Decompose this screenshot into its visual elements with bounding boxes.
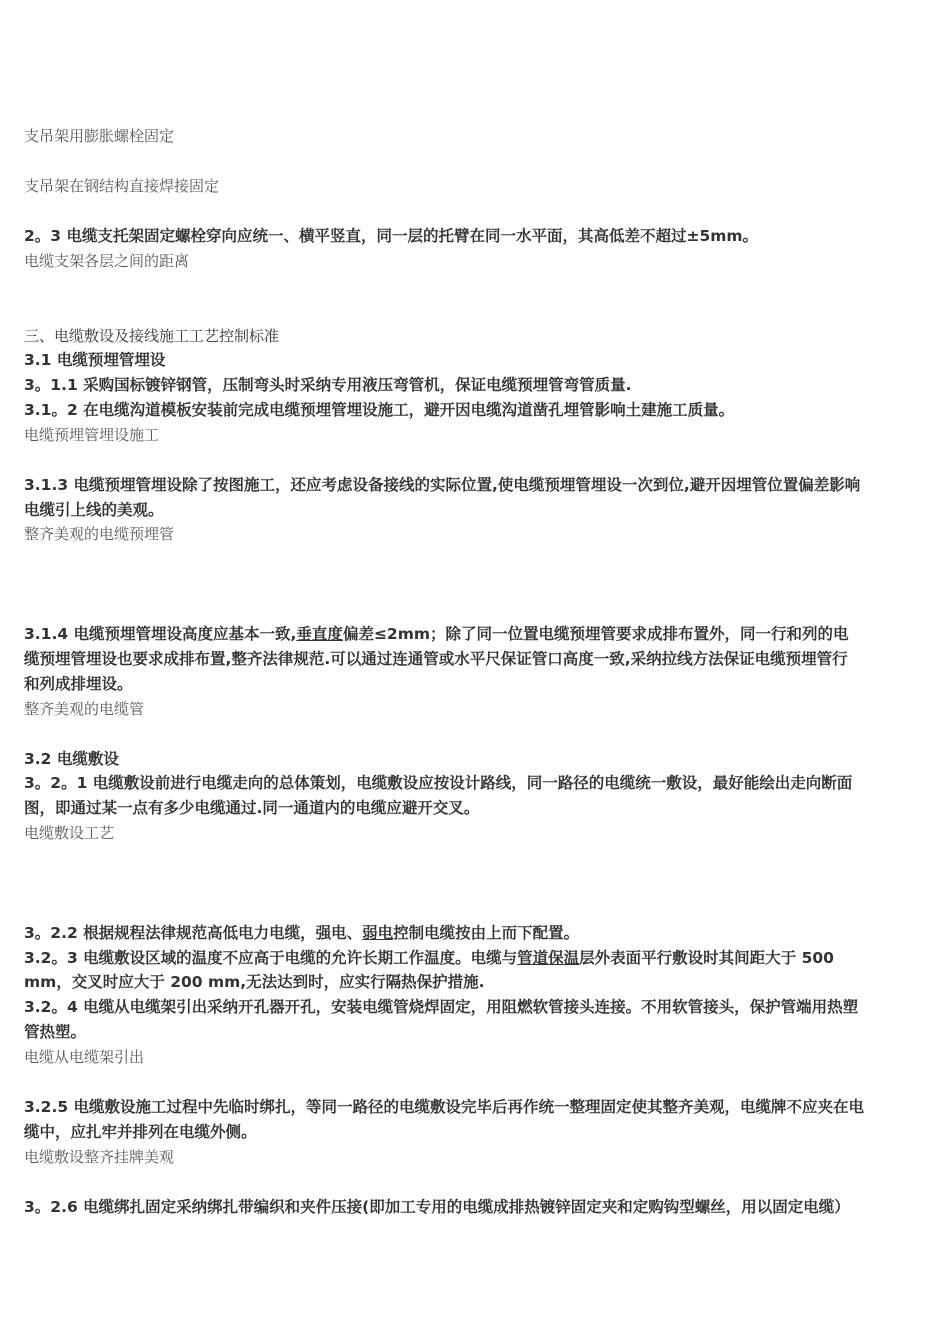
caption-expansion-bolt: 支吊架用膨胀螺栓固定: [24, 127, 175, 145]
paragraph-3-1-4-text-b: 偏差≤2mm；除了同一位置电缆预埋管要求成排布置外，同一行和列的电: [342, 625, 849, 643]
subsection-heading-3-2: 3.2 电缆敷设: [24, 750, 119, 768]
paragraph-3-1-4-line1: [24, 622, 930, 647]
paragraph-3-2-1-line1: 3。2。1 电缆敷设前进行电缆走向的总体策划，电缆敷设应按设计路线，同一路径的电缆统一敷设，最好能绘出走向断面: [24, 774, 853, 792]
caption-cable-exit: 电缆从电缆架引出: [24, 1048, 145, 1066]
paragraph-3-2-4-line1: 3.2。4 电缆从电缆架引出采纳开孔器开孔，安装电缆管烧焊固定，用阻燃软管接头连接。不用软管接头，保护管端用热塑: [24, 998, 859, 1016]
paragraph-3-1-4-line3: 和列成排埋设。: [24, 675, 133, 693]
caption-neat-cable-tube: 整齐美观的电缆管: [24, 700, 145, 718]
weak-current-link[interactable]: 弱电: [362, 924, 394, 942]
paragraph-3-1-2: 3.1。2 在电缆沟道模板安装前完成电缆预埋管埋设施工，避开因电缆沟道凿孔埋管影响土建施工质量。: [24, 401, 735, 419]
paragraph-3-2-3-text-a: 3.2。3 电缆敷设区域的温度不应高于电缆的允许长期工作温度。电缆与: [24, 949, 518, 967]
paragraph-3-1-3-line1: 3.1.3 电缆预埋管埋设除了按图施工，还应考虑设备接线的实际位置,使电缆预埋管埋设一次到位,避开因埋管位置偏差影响: [24, 476, 861, 494]
section-heading-3: 三、电缆敷设及接线施工工艺控制标准: [24, 327, 280, 345]
paragraph-3-2-4-line2: 管热塑。: [24, 1023, 87, 1041]
caption-steel-welding: 支吊架在钢结构直接焊接固定: [24, 177, 220, 195]
paragraph-3-2-2-text-b: 控制电缆按由上而下配置。: [393, 924, 580, 942]
paragraph-3-2-2: [24, 921, 930, 946]
paragraph-2-3: 2。3 电缆支托架固定螺栓穿向应统一、横平竖直，同一层的托臂在同一水平面，其高低差不超过±5mm。: [24, 227, 759, 245]
paragraph-3-2-3-line1: [24, 946, 930, 971]
paragraph-3-2-5-line1: 3.2.5 电缆敷设施工过程中先临时绑扎，等同一路径的电缆敷设完毕后再作统一整理固定使其整齐美观，电缆牌不应夹在电: [24, 1098, 865, 1116]
paragraph-3-1-3-line2: 电缆引上线的美观。: [24, 501, 164, 519]
caption-conduit-construction: 电缆预埋管埋设施工: [24, 426, 160, 444]
caption-neat-conduit: 整齐美观的电缆预埋管: [24, 525, 175, 543]
paragraph-3-2-3-line2: mm，交叉时应大于 200 mm,无法达到时，应实行隔热保护措施.: [24, 973, 485, 991]
verticality-link[interactable]: 垂直度: [296, 625, 343, 643]
paragraph-3-2-5-line2: 缆中，应扎牢并排列在电缆外侧。: [24, 1123, 257, 1141]
subsection-heading-3-1: 3.1 电缆预埋管埋设: [24, 351, 166, 369]
paragraph-3-1-4-text-a: 3.1.4 电缆预埋管埋设高度应基本一致,: [24, 625, 297, 643]
paragraph-3-1-1: 3。1.1 采购国标镀锌钢管，压制弯头时采纳专用液压弯管机，保证电缆预埋管弯管质量.: [24, 376, 632, 394]
caption-neat-labels: 电缆敷设整齐挂牌美观: [24, 1148, 175, 1166]
caption-laying-process: 电缆敷设工艺: [24, 824, 115, 842]
paragraph-3-2-3-text-b: 层外表面平行敷设时其间距大于 500: [579, 949, 834, 967]
paragraph-3-2-6: 3。2.6 电缆绑扎固定采纳绑扎带编织和夹件压接(即加工专用的电缆成排热镀锌固定夹和定购钩型螺丝，用以固定电缆）: [24, 1198, 850, 1216]
pipe-insulation-link[interactable]: 管道保温: [517, 949, 580, 967]
paragraph-3-2-2-text-a: 3。2.2 根据规程法律规范高低电力电缆，强电、: [24, 924, 363, 942]
paragraph-3-1-4-line2: 缆预埋管埋设也要求成排布置,整齐法律规范.可以通过连通管或水平尺保证管口高度一致,采纳拉线方法保证电缆预埋管行: [24, 650, 848, 668]
caption-support-spacing: 电缆支架各层之间的距离: [24, 252, 190, 270]
paragraph-3-2-1-line2: 图，即通过某一点有多少电缆通过.同一通道内的电缆应避开交叉。: [24, 799, 480, 817]
